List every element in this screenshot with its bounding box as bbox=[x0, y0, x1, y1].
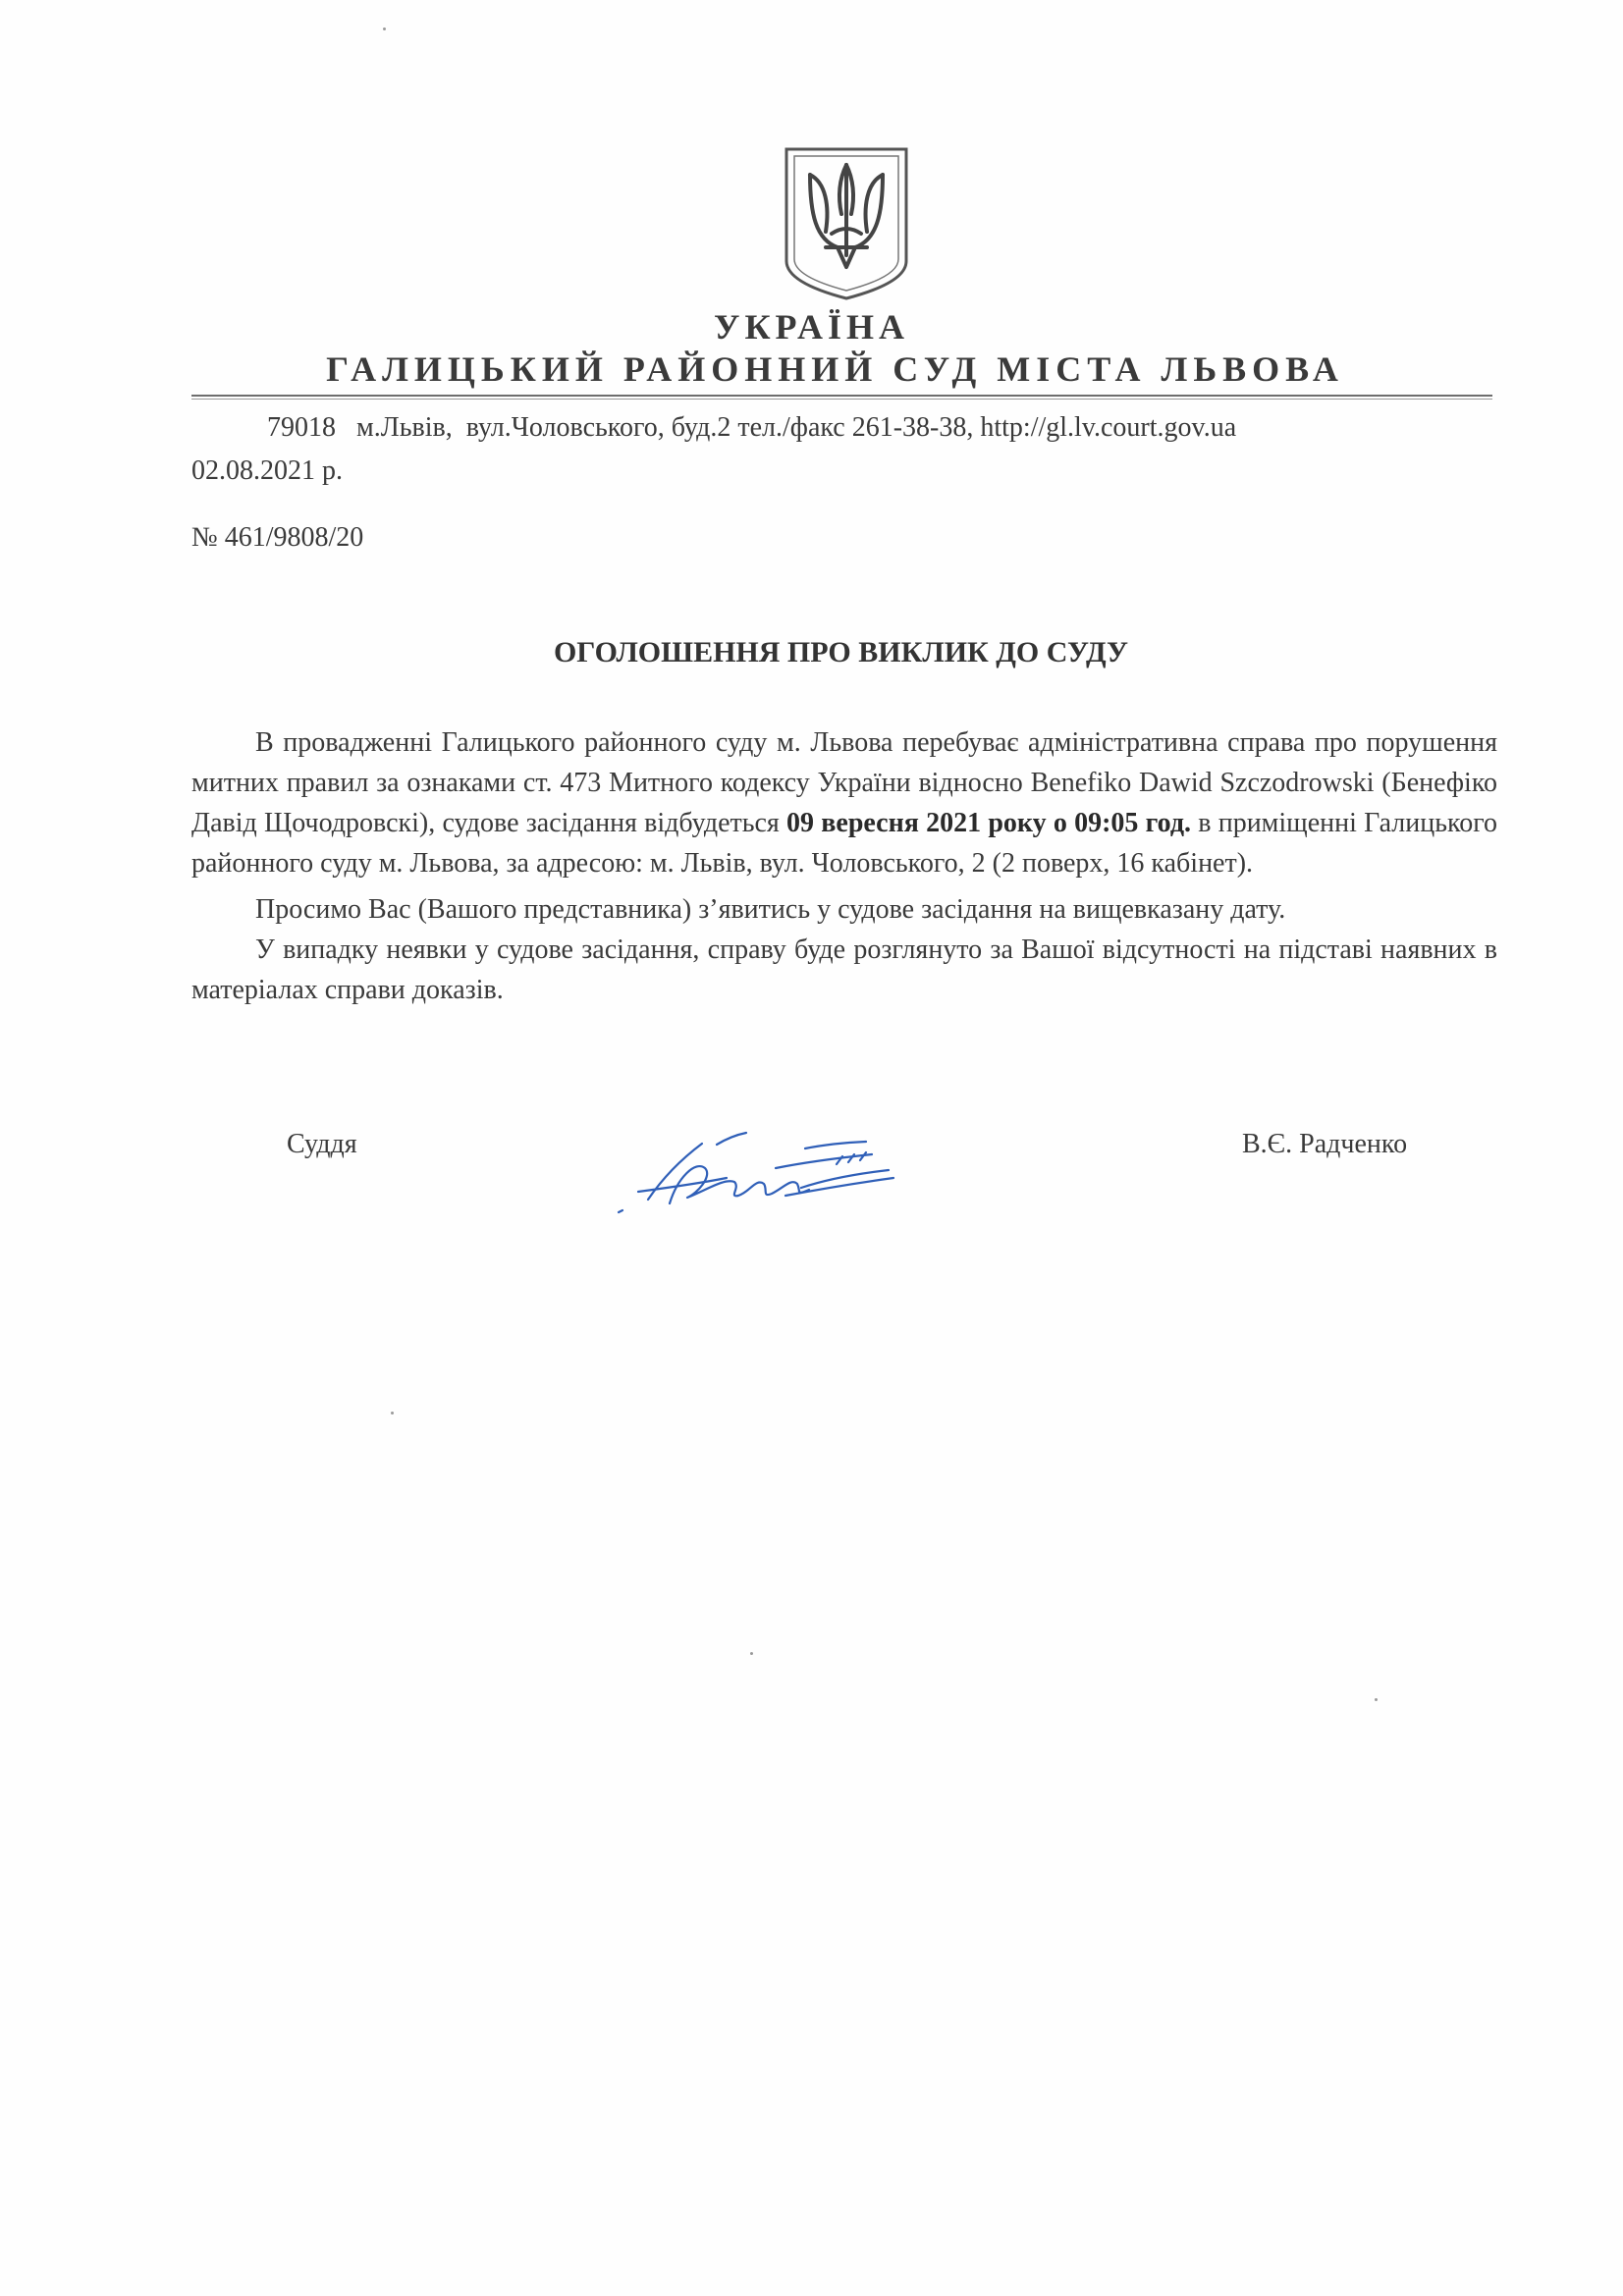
paragraph-text: В провадженні Галицького районного суду м. Львова перебуває адміністративна справа про порушення митних правил за ознаками ст. 473 Митного кодексу України відносно Benefiko Dawid Szczodrowski (Бенефіко Давід Щочодровскі), судове засідання відбудеться bbox=[191, 727, 1497, 838]
document-body bbox=[191, 722, 1497, 1010]
handwritten-signature bbox=[609, 1109, 923, 1227]
scan-speck bbox=[383, 27, 386, 30]
header-divider bbox=[191, 395, 1492, 397]
paragraph-text: в приміщенні Галицького районного суду м. Львова, за адресою: м. Львів, вул. Чоловського, 2 (2 поверх, 16 кабінет). bbox=[191, 808, 1497, 879]
hearing-datetime: 09 вересня 2021 року о 09:05 год. bbox=[786, 808, 1192, 838]
ukraine-coat-of-arms-icon bbox=[781, 145, 912, 302]
judge-role: Суддя bbox=[287, 1129, 357, 1159]
case-number: № 461/9808/20 bbox=[191, 522, 364, 553]
country-name: УКРАЇНА bbox=[714, 307, 909, 347]
paragraph-absence-notice: У випадку неявки у судове засідання, справу буде розглянуто за Вашої відсутності на підставі наявних в матеріалах справи доказів. bbox=[191, 934, 1497, 1005]
scan-speck bbox=[1375, 1698, 1378, 1701]
header-divider-thin bbox=[191, 399, 1492, 400]
scan-speck bbox=[750, 1652, 753, 1655]
court-address: 79018 м.Львів, вул.Чоловського, буд.2 тел./факс 261-38-38, http://gl.lv.court.gov.ua bbox=[267, 412, 1237, 443]
paragraph-case-info bbox=[191, 722, 1497, 883]
court-name: ГАЛИЦЬКИЙ РАЙОННИЙ СУД МІСТА ЛЬВОВА bbox=[326, 349, 1344, 389]
document-date: 02.08.2021 р. bbox=[191, 455, 343, 486]
scan-speck bbox=[391, 1412, 394, 1415]
judge-name: В.Є. Радченко bbox=[1242, 1129, 1408, 1159]
document-title: ОГОЛОШЕННЯ ПРО ВИКЛИК ДО СУДУ bbox=[553, 636, 1129, 668]
paragraph-request: Просимо Вас (Вашого представника) з’явитись у судове засідання на вищевказану дату. bbox=[255, 894, 1286, 925]
